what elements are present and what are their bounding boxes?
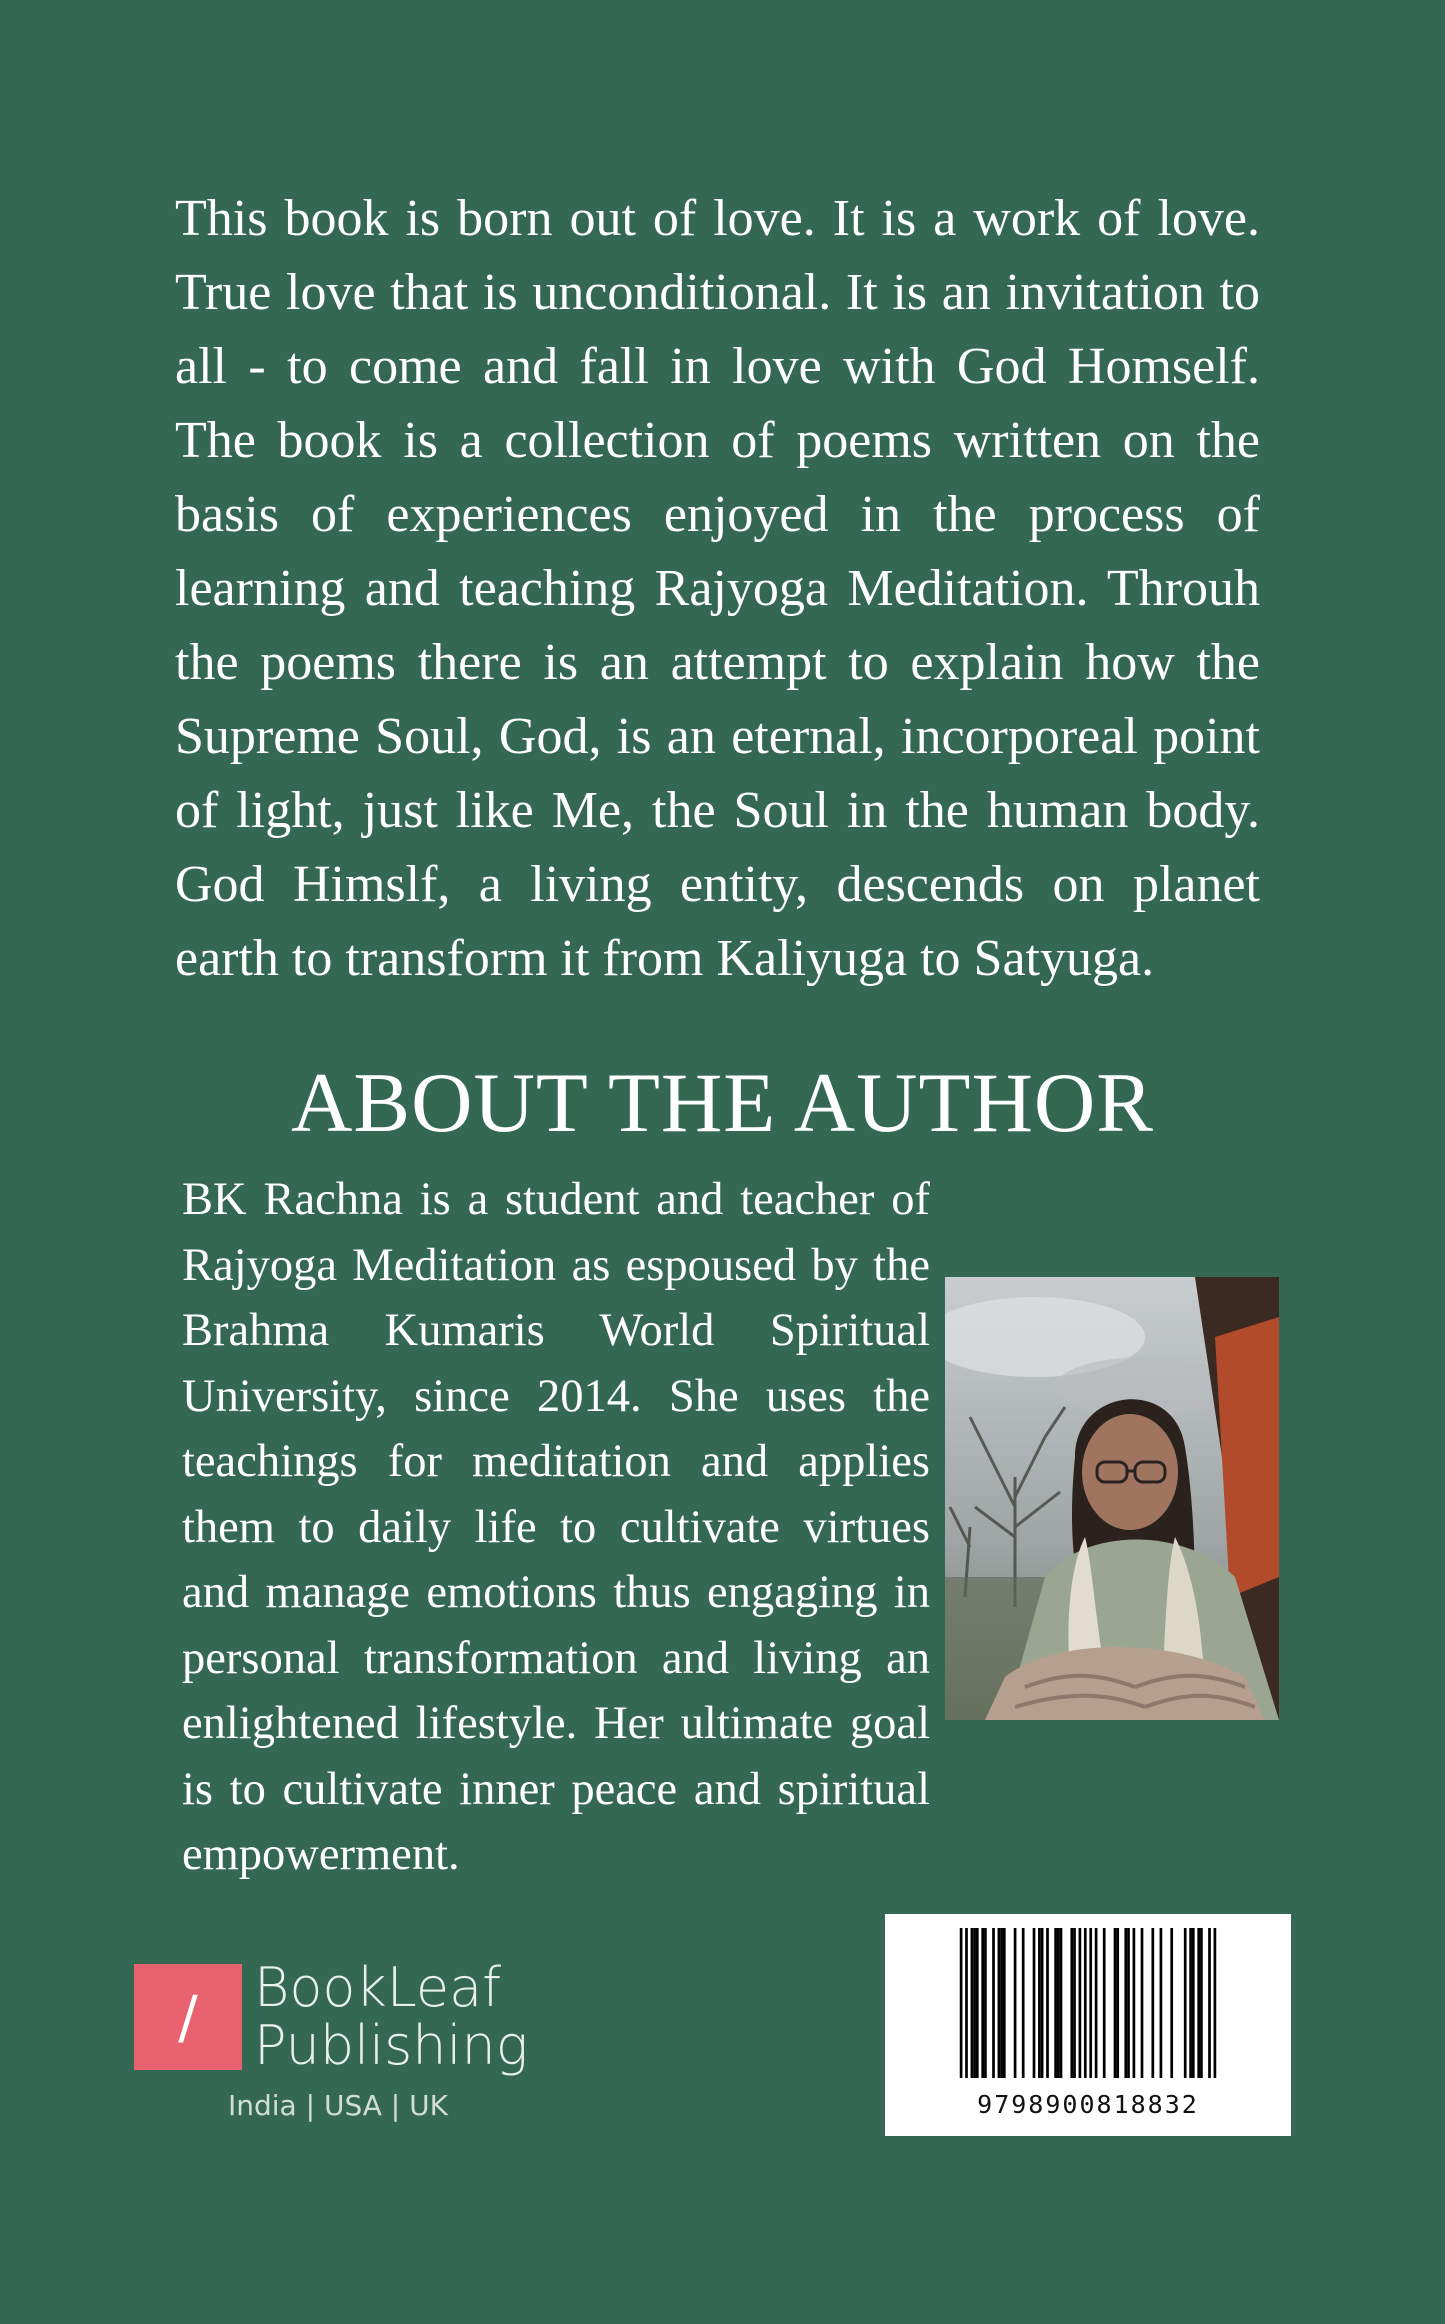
barcode-bar — [1114, 1928, 1117, 2078]
barcode-bar — [1054, 1928, 1057, 2078]
publisher-logo — [134, 1956, 534, 2122]
barcode-bar — [1170, 1928, 1173, 2078]
barcode-number: 9798900818832 — [977, 2090, 1199, 2119]
barcode-bar — [965, 1928, 968, 2078]
barcode-bar — [1060, 1928, 1063, 2078]
barcode-bar — [1095, 1928, 1098, 2078]
barcode-bar — [1151, 1928, 1154, 2078]
barcode-bar — [1038, 1928, 1041, 2078]
barcode-bar — [1084, 1928, 1087, 2078]
barcode-bar — [1133, 1928, 1136, 2078]
barcode-bar — [1197, 1928, 1200, 2078]
isbn-barcode — [885, 1914, 1291, 2136]
barcode-bar — [1160, 1928, 1163, 2078]
barcode-bar — [1046, 1928, 1049, 2078]
barcode-bar — [973, 1928, 976, 2078]
publisher-name-line1: BookLeaf — [254, 1956, 502, 2019]
barcode-bar — [1124, 1928, 1127, 2078]
barcode-bar — [992, 1928, 995, 2078]
barcode-bar — [1127, 1928, 1130, 2078]
barcode-bar — [1141, 1928, 1144, 2078]
barcode-bar — [1214, 1928, 1217, 2078]
publisher-logo-mark: / — [134, 1964, 242, 2070]
barcode-bars — [885, 1914, 1291, 2084]
barcode-bar — [1089, 1928, 1092, 2078]
barcode-bar — [976, 1928, 979, 2078]
barcode-bar — [1041, 1928, 1044, 2078]
barcode-bar — [971, 1928, 974, 2078]
barcode-bar — [1070, 1928, 1073, 2078]
barcode-bar — [981, 1928, 984, 2078]
barcode-bar — [984, 1928, 987, 2078]
barcode-bar — [1079, 1928, 1082, 2078]
barcode-bar — [1116, 1928, 1119, 2078]
barcode-bar — [1003, 1928, 1006, 2078]
about-author-heading: ABOUT THE AUTHOR — [291, 1056, 1154, 1150]
barcode-bar — [1192, 1928, 1195, 2078]
barcode-bar — [1200, 1928, 1203, 2078]
barcode-bar — [960, 1928, 963, 2078]
back-cover-blurb: This book is born out of love. It is a work of love. True love that is unconditional. It is an invitation to all - to come and fall in love with God Homself. The book is a collection of poems written on the basis of experiences enjoyed in the process of learning and teaching Rajyoga Meditation. Throuh the poems there is an attempt to explain how the Supreme Soul, God, is an eternal, incorporeal point of light, just like Me, the Soul in the human body. God Himslf, a living entity, descends on planet earth to transform it from Kaliyuga to Satyuga. — [175, 190, 1260, 987]
barcode-bar — [1057, 1928, 1060, 2078]
barcode-bar — [1184, 1928, 1187, 2078]
publisher-regions: India | USA | UK — [228, 2089, 448, 2122]
barcode-bar — [1022, 1928, 1025, 2078]
barcode-bar — [1033, 1928, 1036, 2078]
publisher-name-line2: Publishing — [254, 2014, 529, 2077]
barcode-bar — [1073, 1928, 1076, 2078]
barcode-bar — [1103, 1928, 1106, 2078]
barcode-bar — [998, 1928, 1001, 2078]
author-bio: BK Rachna is a student and teacher of Rajyoga Meditation as espoused by the Brahma Kumaris World Spiritual University, since 2014. She uses the teachings for meditation and applies them to daily life to cultivate virtues and manage emotions thus engaging in personal transformation and living an enlightened lifestyle. Her ultimate goal is to cultivate inner peace and spiritual empowerment. — [182, 1174, 930, 1880]
barcode-bar — [1208, 1928, 1211, 2078]
barcode-bar — [1014, 1928, 1017, 2078]
barcode-bar — [1000, 1928, 1003, 2078]
barcode-bar — [1189, 1928, 1192, 2078]
author-photo — [945, 1277, 1279, 1720]
